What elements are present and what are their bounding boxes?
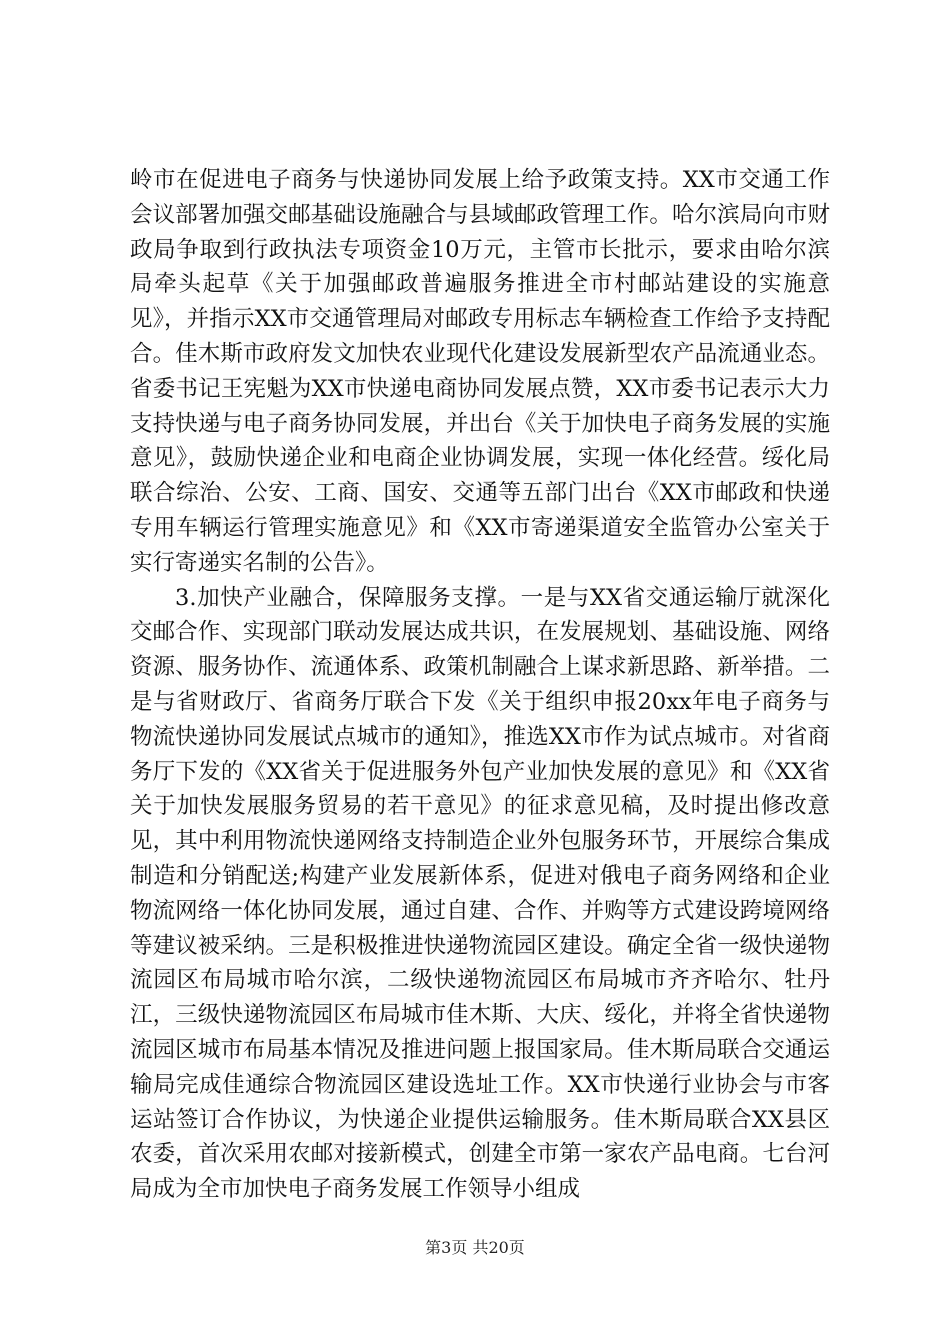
paragraph-continuation: 岭市在促进电子商务与快递协同发展上给予政策支持。XX市交通工作会议部署加强交邮基础设施融合与县域邮政管理工作。哈尔滨局向市财政局争取到行政执法专项资金10万元，主管市长批示，要求由哈尔滨局牵头起草《关于加强邮政普遍服务推进全市村邮站建设的实施意见》，并指示XX市交通管理局对邮政专用标志车辆检查工作给予支持配合。佳木斯市政府发文加快农业现代化建设发展新型农产品流通业态。省委书记王宪魁为XX市快递电商协同发展点赞，XX市委书记表示大力支持快递与电子商务协同发展，并出台《关于加快电子商务发展的实施意见》，鼓励快递企业和电商企业协调发展，实现一体化经营。绥化局联合综治、公安、工商、国安、交通等五部门出台《XX市邮政和快递专用车辆运行管理实施意见》和《XX市寄递渠道安全监管办公室关于实行寄递实名制的公告》。 <box>130 167 830 576</box>
page-number-footer: 第3页 共20页 <box>425 1238 525 1257</box>
paragraph-section-3: 3.加快产业融合，保障服务支撑。一是与XX省交通运输厅就深化交邮合作、实现部门联动发展达成共识，在发展规划、基础设施、网络资源、服务协作、流通体系、政策机制融合上谋求新思路、新举措。二是与省财政厅、省商务厅联合下发《关于组织申报20xx年电子商务与物流快递协同发展试点城市的通知》，推选XX市作为试点城市。对省商务厅下发的《XX省关于促进服务外包产业加快发展的意见》和《XX省关于加快发展服务贸易的若干意见》的征求意见稿，及时提出修改意见，其中利用物流快递网络支持制造企业外包服务环节，开展综合集成制造和分销配送;构建产业发展新体系，促进对俄电子商务网络和企业物流网络一体化协同发展，通过自建、合作、并购等方式建设跨境网络等建议被采纳。三是积极推进快递物流园区建设。确定全省一级快递物流园区布局城市哈尔滨，二级快递物流园区布局城市齐齐哈尔、牡丹江，三级快递物流园区布局城市佳木斯、大庆、绥化，并将全省快递物流园区城市布局基本情况及推进问题上报国家局。佳木斯局联合交通运输局完成佳通综合物流园区建设选址工作。XX市快递行业协会与市客运站签订合作协议，为快递企业提供运输服务。佳木斯局联合XX县区农委，首次采用农邮对接新模式，创建全市第一家农产品电商。七台河局成为全市加快电子商务发展工作领导小组成 <box>130 584 830 1203</box>
document-body <box>130 163 830 1207</box>
